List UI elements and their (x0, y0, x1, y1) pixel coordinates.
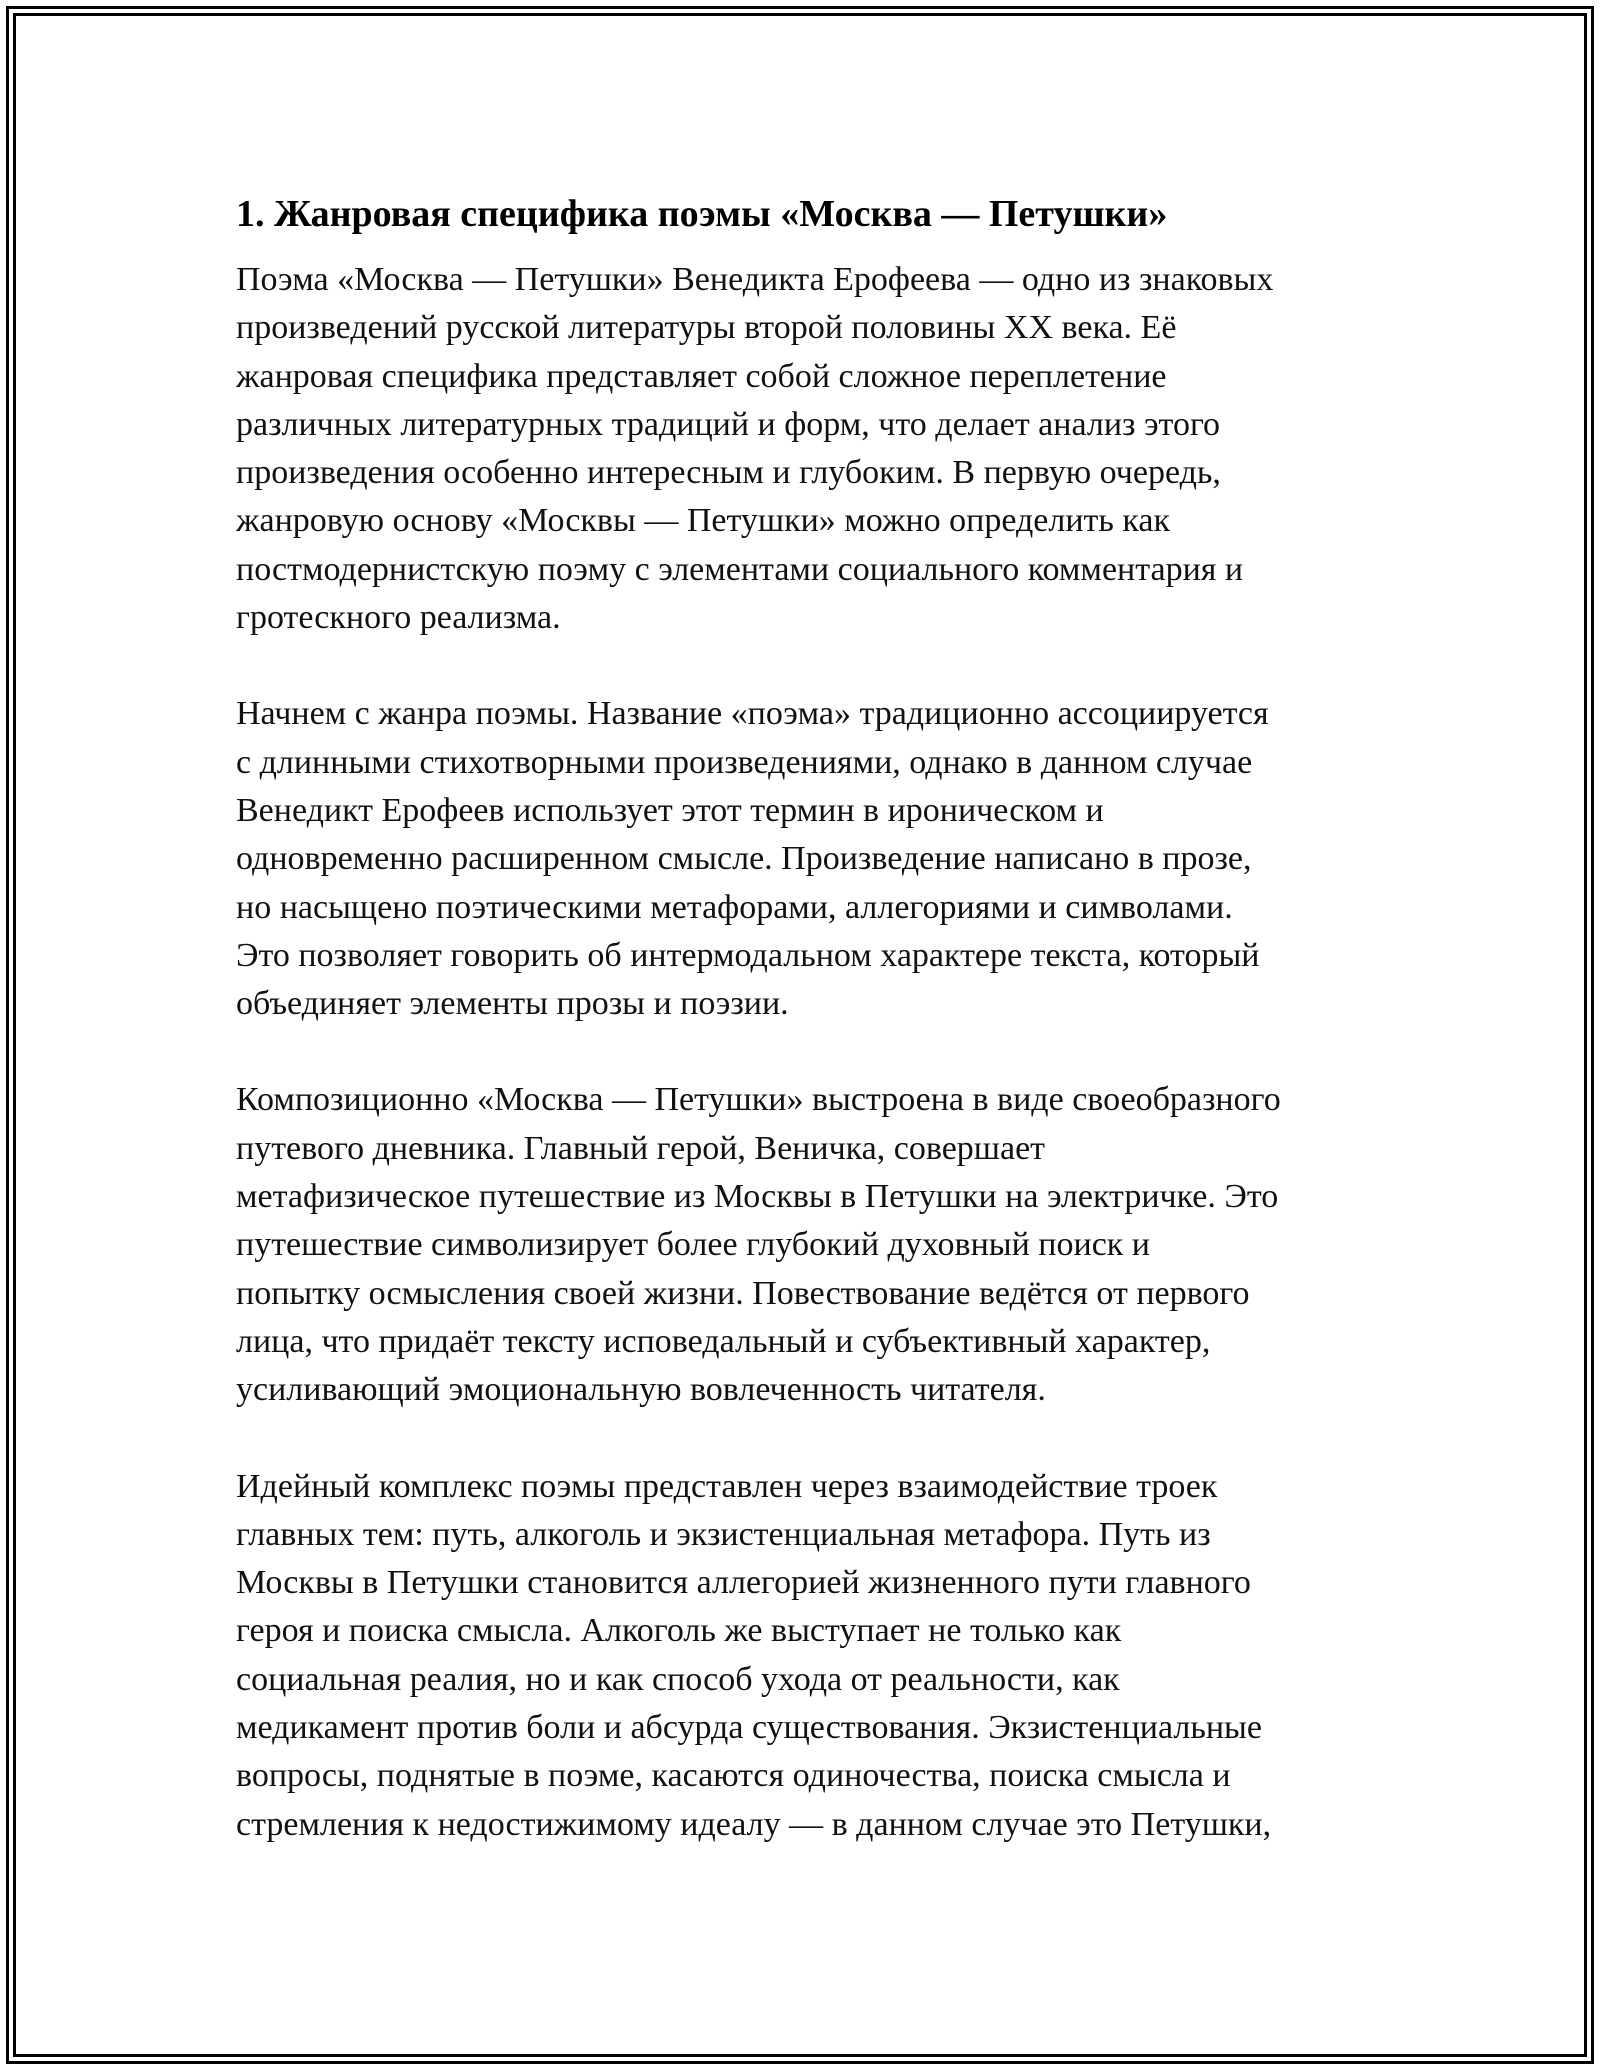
paragraph-3: Композиционно «Москва — Петушки» выстроена в виде своеобразного путевого дневника. Главный герой, Веничка, совершает метафизическое путешествие из Москвы в Петушки на электричке. Это путешествие символизирует более глубокий духовный поиск и попытку осмысления своей жизни. Повествование ведётся от первого лица, что придаёт тексту исповедальный и субъективный характер, усиливающий эмоциональную вовлеченность читателя. (236, 1081, 1281, 1409)
paragraph-4: Идейный комплекс поэмы представлен через взаимодействие троек главных тем: путь, алкоголь и экзистенциальная метафора. Путь из Москвы в Петушки становится аллегорией жизненного пути главного героя и поиска смысла. Алкоголь же выступает не только как социальная реалия, но и как способ ухода от реальности, как медикамент против боли и абсурда существования. Экзистенциальные вопросы, поднятые в поэме, касаются одиночества, поиска смысла и стремления к недостижимому идеалу — в данном случае это Петушки, (236, 1467, 1272, 1843)
paragraph-2: Начнем с жанра поэмы. Название «поэма» традиционно ассоциируется с длинными стихотворными произведениями, однако в данном случае Венедикт Ерофеев использует этот термин в ироническом и одновременно расширенном смысле. Произведение написано в прозе, но насыщено поэтическими метафорами, аллегориями и символами. Это позволяет говорить об интермодальном характере текста, который объединяет элементы прозы и поэзии. (236, 695, 1269, 1023)
paragraph-1: Поэма «Москва — Петушки» Венедикта Ерофеева — одно из знаковых произведений русской литературы второй половины XX века. Её жанровая специфика представляет собой сложное переплетение различных литературных традиций и форм, что делает анализ этого произведения особенно интересным и глубоким. В первую очередь, жанровую основу «Москвы — Петушки» можно определить как постмодернистскую поэму с элементами социального комментария и гротескного реализма. (236, 261, 1274, 637)
section-heading: 1. Жанровая специфика поэмы «Москва — Петушки» (236, 193, 1168, 235)
document-body (236, 186, 1376, 1897)
